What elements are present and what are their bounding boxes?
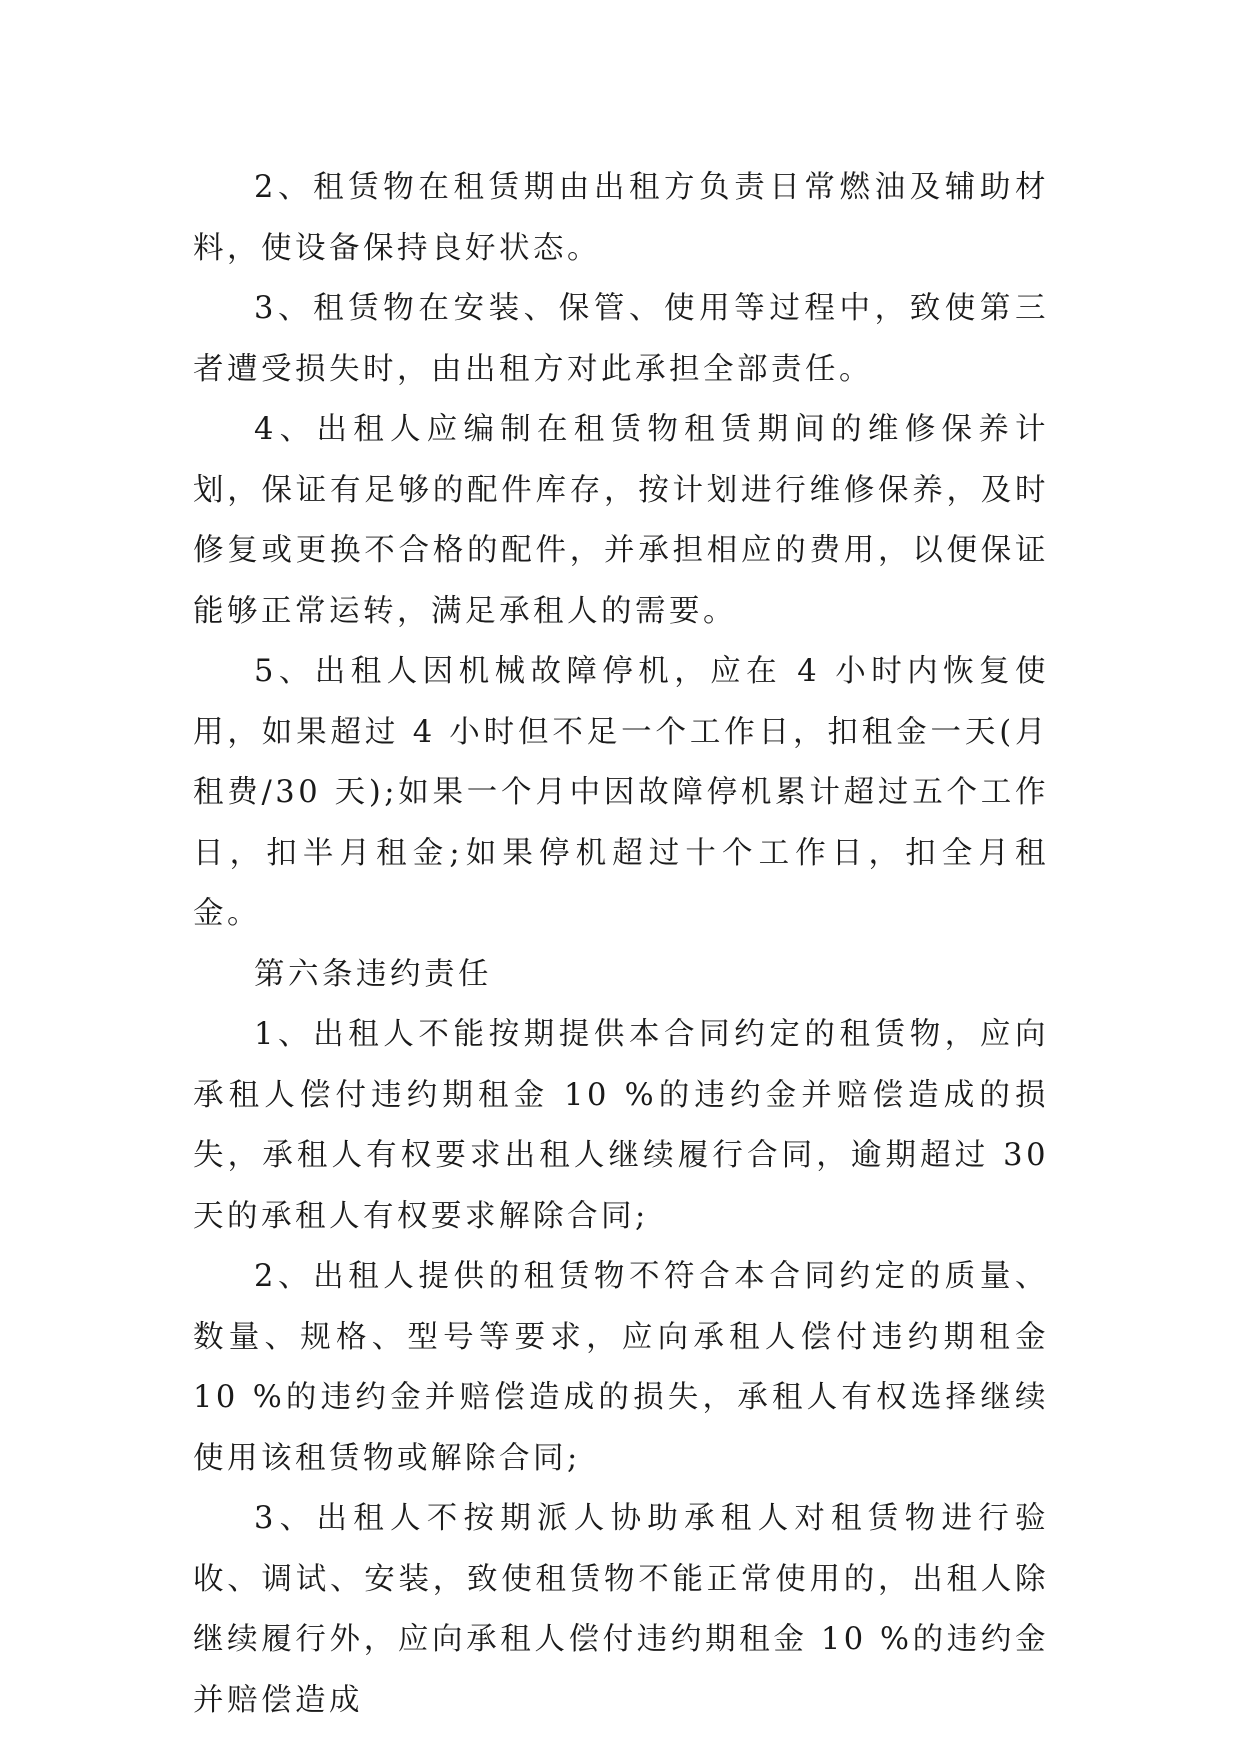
paragraph-clause-2: 2、租赁物在租赁期由出租方负责日常燃油及辅助材料，使设备保持良好状态。 [193, 170, 1049, 266]
paragraph-breach-1: 1、出租人不能按期提供本合同约定的租赁物，应向承租人偿付违约期租金 10 %的违约金并赔偿造成的损失，承租人有权要求出租人继续履行合同，逾期超过 30 天的承租人有权要求解除合同; [193, 1017, 1049, 1234]
section-heading-article-6: 第六条违约责任 [254, 956, 492, 992]
paragraph-breach-2: 2、出租人提供的租赁物不符合本合同约定的质量、数量、规格、型号等要求，应向承租人偿付违约期租金 10 %的违约金并赔偿造成的损失，承租人有权选择继续使用该租赁物或解除合同; [193, 1259, 1049, 1476]
paragraph-clause-4: 4、出租人应编制在租赁物租赁期间的维修保养计划，保证有足够的配件库存，按计划进行维修保养，及时修复或更换不合格的配件，并承担相应的费用，以便保证能够正常运转，满足承租人的需要。 [193, 412, 1049, 629]
paragraph-clause-3: 3、租赁物在安装、保管、使用等过程中，致使第三者遭受损失时，由出租方对此承担全部责任。 [193, 291, 1049, 387]
paragraph-clause-5: 5、出租人因机械故障停机，应在 4 小时内恢复使用，如果超过 4 小时但不足一个工作日，扣租金一天(月租费/30 天);如果一个月中因故障停机累计超过五个工作日，扣半月租金;如果停机超过十个工作日，扣全月租金。 [193, 654, 1049, 931]
document-body [193, 158, 1049, 1731]
paragraph-breach-3: 3、出租人不按期派人协助承租人对租赁物进行验收、调试、安装，致使租赁物不能正常使用的，出租人除继续履行外，应向承租人偿付违约期租金 10 %的违约金并赔偿造成 [193, 1501, 1049, 1718]
